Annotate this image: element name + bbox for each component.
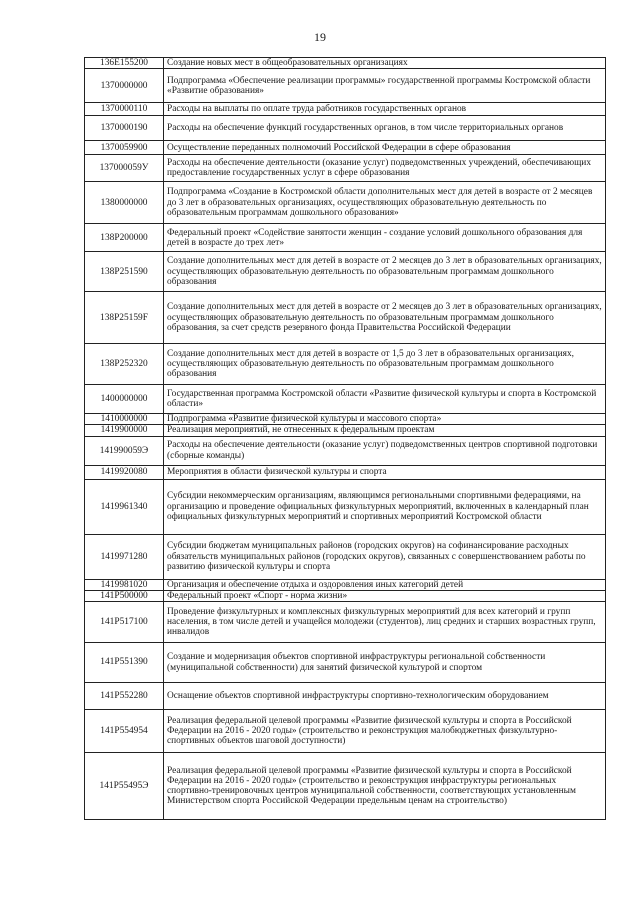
row-code: 1380000000 [85, 182, 164, 224]
row-description: Подпрограмма «Обеспечение реализации программы» государственной программы Костромской области «Развитие образования» [164, 69, 606, 103]
row-description: Реализация федеральной целевой программы «Развитие физической культуры и спорта в Российской Федерации на 2016 - 2020 годы» (строительство и реконструкция инфраструктуры региональных спортивно-тренировочных центров муниципальной собственности, соответствующих установленным Министерством спорта Российской Федерации предельным ценам на строительство) [164, 753, 606, 820]
row-code: 141P551390 [85, 643, 164, 683]
row-description: Федеральный проект «Содействие занятости женщин - создание условий дошкольного образования для детей в возрасте до трех лет» [164, 224, 606, 252]
row-code: 1419961340 [85, 479, 164, 534]
table-row [85, 155, 606, 182]
row-description: Федеральный проект «Спорт - норма жизни» [164, 590, 606, 601]
row-description: Проведение физкультурных и комплексных физкультурных мероприятий для всех категорий и групп населения, в том числе детей и учащейся молодежи (студентов), лиц средних и старших возрастных групп, инвалидов [164, 602, 606, 643]
row-description: Оснащение объектов спортивной инфраструктуры спортивно-технологическим оборудованием [164, 683, 606, 710]
table-row [85, 753, 606, 820]
row-description: Создание дополнительных мест для детей в возрасте от 2 месяцев до 3 лет в образовательных организациях, осуществляющих образовательную деятельность по образовательным программам дошкольного образования, за счет средств резервного фонда Правительства Российской Федерации [164, 292, 606, 344]
row-code: 1410000000 [85, 414, 164, 425]
table-row [85, 534, 606, 579]
table-row [85, 103, 606, 116]
table-row [85, 344, 606, 385]
table-row [85, 385, 606, 414]
table-row [85, 579, 606, 590]
page-number: 19 [314, 30, 326, 44]
row-description: Создание дополнительных мест для детей в возрасте от 1,5 до 3 лет в образовательных организациях, осуществляющих образовательную деятельность по образовательным программам дошкольного образования [164, 344, 606, 385]
row-description: Субсидии бюджетам муниципальных районов (городских округов) на софинансирование расходных обязательств муниципальных районов (городских округов), связанных с совершенствованием работы по развитию физической культуры и спорта [164, 534, 606, 579]
row-description: Создание новых мест в общеобразовательных организациях [164, 58, 606, 69]
row-description: Организация и обеспечение отдыха и оздоровления иных категорий детей [164, 579, 606, 590]
table-row [85, 602, 606, 643]
row-code: 1370000110 [85, 103, 164, 116]
row-code: 1400000000 [85, 385, 164, 414]
row-description: Государственная программа Костромской области «Развитие физической культуры и спорта в Костромской области» [164, 385, 606, 414]
row-code: 1370059900 [85, 141, 164, 155]
row-description: Реализация мероприятий, не отнесенных к федеральным проектам [164, 425, 606, 436]
row-code: 1419981020 [85, 579, 164, 590]
row-code: 141P500000 [85, 590, 164, 601]
table-row [85, 683, 606, 710]
table-row [85, 224, 606, 252]
table-row [85, 414, 606, 425]
row-description: Реализация федеральной целевой программы «Развитие физической культуры и спорта в Российской Федерации на 2016 - 2020 годы» (строительство и реконструкция малобюджетных физкультурно-спортивных объектов шаговой доступности) [164, 710, 606, 753]
row-code: 1370000190 [85, 116, 164, 141]
row-description: Расходы на выплаты по оплате труда работников государственных органов [164, 103, 606, 116]
table-row [85, 116, 606, 141]
row-description: Расходы на обеспечение деятельности (оказание услуг) подведомственных центров спортивной подготовки (сборные команды) [164, 436, 606, 465]
table-row [85, 479, 606, 534]
row-code: 1370000000 [85, 69, 164, 103]
table-row [85, 436, 606, 465]
row-code: 141P55495Э [85, 753, 164, 820]
budget-code-table [84, 57, 606, 820]
table-row [85, 465, 606, 479]
row-code: 138P200000 [85, 224, 164, 252]
row-code: 138P251590 [85, 252, 164, 292]
row-description: Расходы на обеспечение функций государственных органов, в том числе территориальных органов [164, 116, 606, 141]
table-row [85, 252, 606, 292]
table-row [85, 69, 606, 103]
row-code: 141P554954 [85, 710, 164, 753]
row-code: 141P517100 [85, 602, 164, 643]
row-code: 1419920080 [85, 465, 164, 479]
row-description: Создание дополнительных мест для детей в возрасте от 2 месяцев до 3 лет в образовательных организациях, осуществляющих образовательную деятельность по образовательным программам дошкольного образования [164, 252, 606, 292]
row-code: 136E155200 [85, 58, 164, 69]
row-code: 138P252320 [85, 344, 164, 385]
table-row [85, 643, 606, 683]
table-row [85, 58, 606, 69]
row-code: 1419900000 [85, 425, 164, 436]
row-description: Мероприятия в области физической культуры и спорта [164, 465, 606, 479]
row-description: Субсидии некоммерческим организациям, являющимся региональными спортивными федерациями, на организацию и проведение официальных физкультурных мероприятий, включенных в календарный план официальных физкультурных мероприятий и спортивных мероприятий Костромской области [164, 479, 606, 534]
row-description: Создание и модернизация объектов спортивной инфраструктуры региональной собственности (муниципальной собственности) для занятий физической культурой и спортом [164, 643, 606, 683]
row-code: 1419971280 [85, 534, 164, 579]
table-row [85, 710, 606, 753]
row-description: Расходы на обеспечение деятельности (оказание услуг) подведомственных учреждений, обеспечивающих предоставление государственных услуг в сфере образования [164, 155, 606, 182]
table-row [85, 425, 606, 436]
row-description: Подпрограмма «Развитие физической культуры и массового спорта» [164, 414, 606, 425]
row-code: 141P552280 [85, 683, 164, 710]
table-row [85, 182, 606, 224]
row-code: 137000059У [85, 155, 164, 182]
row-code: 138P25159F [85, 292, 164, 344]
row-code: 141990059Э [85, 436, 164, 465]
row-description: Осуществление переданных полномочий Российской Федерации в сфере образования [164, 141, 606, 155]
table-row [85, 292, 606, 344]
row-description: Подпрограмма «Создание в Костромской области дополнительных мест для детей в возрасте от 2 месяцев до 3 лет в образовательных организациях, осуществляющих образовательную деятельность по образовательным программам дошкольного образования» [164, 182, 606, 224]
table-row [85, 141, 606, 155]
table-row [85, 590, 606, 601]
